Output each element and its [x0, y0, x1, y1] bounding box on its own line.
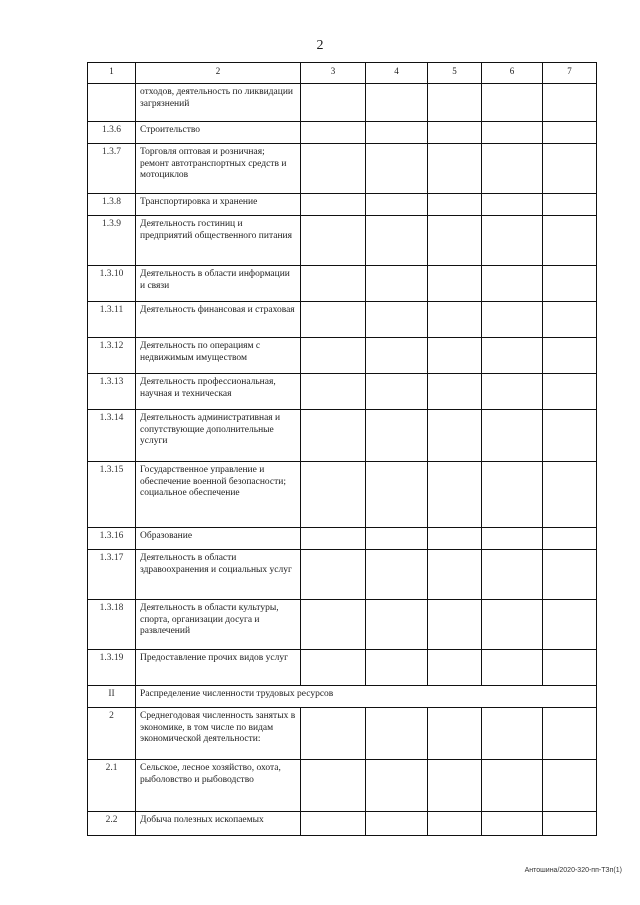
activity-description: Предоставление прочих видов услуг — [136, 650, 301, 686]
table-row — [88, 528, 597, 550]
row-number: 1.3.11 — [88, 302, 136, 338]
value-cell — [543, 812, 597, 836]
column-number-header: 7 — [543, 63, 597, 84]
value-cell — [543, 122, 597, 144]
value-cell — [301, 84, 366, 122]
value-cell — [482, 122, 543, 144]
value-cell — [543, 144, 597, 194]
row-number: 2.1 — [88, 760, 136, 812]
value-cell — [428, 708, 482, 760]
section-row — [88, 686, 597, 708]
row-number: 1.3.9 — [88, 216, 136, 266]
value-cell — [428, 338, 482, 374]
value-cell — [482, 302, 543, 338]
table-row — [88, 760, 597, 812]
value-cell — [428, 266, 482, 302]
value-cell — [543, 302, 597, 338]
value-cell — [366, 410, 428, 462]
value-cell — [301, 266, 366, 302]
value-cell — [482, 266, 543, 302]
value-cell — [482, 410, 543, 462]
forecast-table — [87, 62, 597, 836]
row-number: 1.3.12 — [88, 338, 136, 374]
table-row — [88, 410, 597, 462]
row-number: 2.2 — [88, 812, 136, 836]
table-row — [88, 122, 597, 144]
value-cell — [543, 650, 597, 686]
value-cell — [543, 374, 597, 410]
table-row — [88, 462, 597, 528]
row-number: 1.3.13 — [88, 374, 136, 410]
activity-description: Образование — [136, 528, 301, 550]
activity-description: Деятельность по операциям с недвижимым имуществом — [136, 338, 301, 374]
row-number: 1.3.14 — [88, 410, 136, 462]
value-cell — [543, 216, 597, 266]
value-cell — [428, 462, 482, 528]
value-cell — [366, 528, 428, 550]
table-row — [88, 144, 597, 194]
value-cell — [301, 144, 366, 194]
column-number-header: 4 — [366, 63, 428, 84]
value-cell — [301, 708, 366, 760]
value-cell — [482, 760, 543, 812]
activity-description: Государственное управление и обеспечение военной безопасности; социальное обеспечение — [136, 462, 301, 528]
value-cell — [543, 760, 597, 812]
value-cell — [366, 266, 428, 302]
value-cell — [482, 84, 543, 122]
activity-description: Торговля оптовая и розничная; ремонт автотранспортных средств и мотоциклов — [136, 144, 301, 194]
value-cell — [543, 410, 597, 462]
value-cell — [301, 812, 366, 836]
table-row — [88, 650, 597, 686]
value-cell — [482, 600, 543, 650]
value-cell — [301, 374, 366, 410]
value-cell — [428, 84, 482, 122]
activity-description: Деятельность в области информации и связи — [136, 266, 301, 302]
value-cell — [366, 374, 428, 410]
value-cell — [428, 144, 482, 194]
value-cell — [428, 374, 482, 410]
row-number: 1.3.8 — [88, 194, 136, 216]
table-row — [88, 374, 597, 410]
value-cell — [543, 338, 597, 374]
table-row — [88, 550, 597, 600]
value-cell — [482, 650, 543, 686]
activity-description: Деятельность финансовая и страховая — [136, 302, 301, 338]
value-cell — [543, 266, 597, 302]
table-row — [88, 84, 597, 122]
value-cell — [366, 708, 428, 760]
table-row — [88, 812, 597, 836]
value-cell — [366, 144, 428, 194]
value-cell — [543, 194, 597, 216]
value-cell — [301, 760, 366, 812]
table-row — [88, 338, 597, 374]
value-cell — [482, 528, 543, 550]
value-cell — [428, 550, 482, 600]
document-footer-code: Антошина/2020-320-пп-ТЗп(1) — [524, 867, 622, 874]
activity-description: отходов, деятельность по ликвидации загрязнений — [136, 84, 301, 122]
row-number: 1.3.10 — [88, 266, 136, 302]
table-row — [88, 194, 597, 216]
value-cell — [482, 374, 543, 410]
value-cell — [366, 302, 428, 338]
activity-description: Деятельность гостиниц и предприятий общественного питания — [136, 216, 301, 266]
row-number: 1.3.19 — [88, 650, 136, 686]
value-cell — [428, 528, 482, 550]
page-number: 2 — [316, 38, 324, 53]
value-cell — [366, 84, 428, 122]
row-number: 1.3.16 — [88, 528, 136, 550]
row-number: 2 — [88, 708, 136, 760]
value-cell — [482, 462, 543, 528]
value-cell — [366, 122, 428, 144]
activity-description: Транспортировка и хранение — [136, 194, 301, 216]
table-row — [88, 600, 597, 650]
value-cell — [428, 302, 482, 338]
value-cell — [482, 194, 543, 216]
row-number: 1.3.6 — [88, 122, 136, 144]
value-cell — [428, 216, 482, 266]
value-cell — [366, 216, 428, 266]
table-row — [88, 216, 597, 266]
column-number-header: 3 — [301, 63, 366, 84]
activity-description: Деятельность административная и сопутствующие дополнительные услуги — [136, 410, 301, 462]
table-row — [88, 708, 597, 760]
value-cell — [301, 600, 366, 650]
value-cell — [543, 600, 597, 650]
value-cell — [428, 812, 482, 836]
row-number: 1.3.18 — [88, 600, 136, 650]
value-cell — [482, 708, 543, 760]
value-cell — [366, 760, 428, 812]
value-cell — [366, 338, 428, 374]
value-cell — [366, 462, 428, 528]
value-cell — [366, 650, 428, 686]
value-cell — [301, 528, 366, 550]
value-cell — [543, 84, 597, 122]
value-cell — [482, 338, 543, 374]
value-cell — [482, 550, 543, 600]
value-cell — [543, 528, 597, 550]
value-cell — [301, 338, 366, 374]
column-number-header: 1 — [88, 63, 136, 84]
table-row — [88, 266, 597, 302]
value-cell — [301, 216, 366, 266]
value-cell — [428, 760, 482, 812]
value-cell — [543, 708, 597, 760]
column-number-header: 6 — [482, 63, 543, 84]
table-header-row — [88, 63, 597, 84]
value-cell — [366, 600, 428, 650]
value-cell — [301, 302, 366, 338]
value-cell — [301, 122, 366, 144]
activity-description: Деятельность профессиональная, научная и техническая — [136, 374, 301, 410]
value-cell — [428, 194, 482, 216]
column-number-header: 2 — [136, 63, 301, 84]
value-cell — [366, 550, 428, 600]
value-cell — [428, 600, 482, 650]
row-number: 1.3.17 — [88, 550, 136, 600]
value-cell — [428, 122, 482, 144]
activity-description: Деятельность в области культуры, спорта, организации досуга и развлечений — [136, 600, 301, 650]
value-cell — [301, 410, 366, 462]
activity-description: Сельское, лесное хозяйство, охота, рыболовство и рыбоводство — [136, 760, 301, 812]
value-cell — [301, 550, 366, 600]
value-cell — [301, 194, 366, 216]
value-cell — [366, 812, 428, 836]
row-number: 1.3.15 — [88, 462, 136, 528]
value-cell — [301, 650, 366, 686]
value-cell — [301, 462, 366, 528]
activity-description: Деятельность в области здравоохранения и социальных услуг — [136, 550, 301, 600]
row-number: 1.3.7 — [88, 144, 136, 194]
activity-description: Среднегодовая численность занятых в экономике, в том числе по видам экономической деятельности: — [136, 708, 301, 760]
table-row — [88, 302, 597, 338]
activity-description: Добыча полезных ископаемых — [136, 812, 301, 836]
row-number — [88, 84, 136, 122]
row-number: II — [88, 686, 136, 708]
value-cell — [366, 194, 428, 216]
value-cell — [428, 410, 482, 462]
section-title: Распределение численности трудовых ресурсов — [136, 686, 597, 708]
value-cell — [482, 812, 543, 836]
value-cell — [482, 144, 543, 194]
column-number-header: 5 — [428, 63, 482, 84]
value-cell — [482, 216, 543, 266]
value-cell — [543, 462, 597, 528]
value-cell — [428, 650, 482, 686]
activity-description: Строительство — [136, 122, 301, 144]
value-cell — [543, 550, 597, 600]
